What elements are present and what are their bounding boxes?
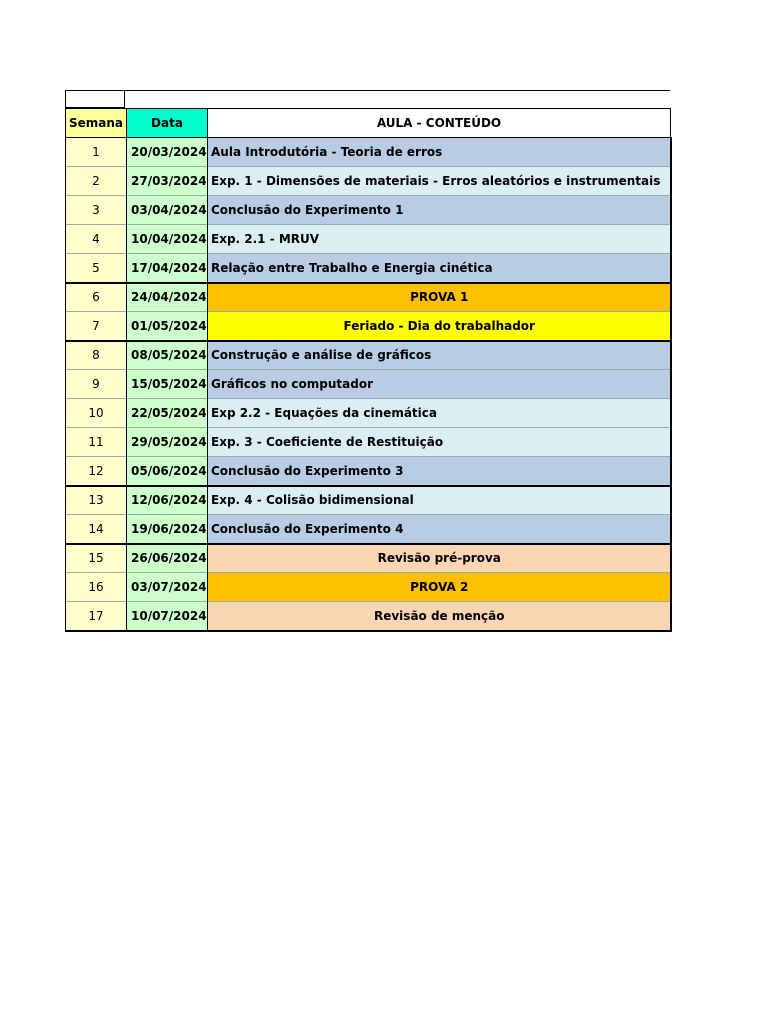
table-row xyxy=(66,457,671,486)
topic-cell: Revisão pré-prova xyxy=(208,544,671,573)
table-row xyxy=(66,138,671,167)
table-row xyxy=(66,254,671,283)
topic-cell: Exp 2.2 - Equações da cinemática xyxy=(208,399,671,428)
table-row xyxy=(66,486,671,515)
date-cell: 15/05/2024 xyxy=(127,370,208,399)
date-cell: 03/04/2024 xyxy=(127,196,208,225)
week-cell: 3 xyxy=(66,196,127,225)
table-row xyxy=(66,196,671,225)
week-cell: 4 xyxy=(66,225,127,254)
date-cell: 20/03/2024 xyxy=(127,138,208,167)
date-cell: 19/06/2024 xyxy=(127,515,208,544)
topic-cell: Gráficos no computador xyxy=(208,370,671,399)
date-cell: 01/05/2024 xyxy=(127,312,208,341)
week-cell: 15 xyxy=(66,544,127,573)
table-row xyxy=(66,399,671,428)
week-cell: 5 xyxy=(66,254,127,283)
week-cell: 14 xyxy=(66,515,127,544)
week-cell: 9 xyxy=(66,370,127,399)
week-cell: 1 xyxy=(66,138,127,167)
date-cell: 10/04/2024 xyxy=(127,225,208,254)
week-cell: 6 xyxy=(66,283,127,312)
table-row xyxy=(66,225,671,254)
week-cell: 11 xyxy=(66,428,127,457)
topic-cell: Exp. 1 - Dimensões de materiais - Erros aleatórios e instrumentais xyxy=(208,167,671,196)
top-border-line xyxy=(125,90,670,91)
topic-cell: Exp. 2.1 - MRUV xyxy=(208,225,671,254)
table-row xyxy=(66,312,671,341)
week-cell: 16 xyxy=(66,573,127,602)
week-cell: 7 xyxy=(66,312,127,341)
table-row xyxy=(66,602,671,631)
table-row xyxy=(66,515,671,544)
date-cell: 17/04/2024 xyxy=(127,254,208,283)
schedule-sheet xyxy=(65,90,670,632)
topic-cell: Feriado - Dia do trabalhador xyxy=(208,312,671,341)
date-cell: 29/05/2024 xyxy=(127,428,208,457)
header-date: Data xyxy=(127,109,208,138)
topic-cell: PROVA 2 xyxy=(208,573,671,602)
week-cell: 10 xyxy=(66,399,127,428)
table-row xyxy=(66,370,671,399)
sheet-top-strip xyxy=(65,90,670,108)
topic-cell: Revisão de menção xyxy=(208,602,671,631)
schedule-rows xyxy=(66,138,671,631)
table-row xyxy=(66,544,671,573)
week-cell: 17 xyxy=(66,602,127,631)
topic-cell: Aula Introdutória - Teoria de erros xyxy=(208,138,671,167)
date-cell: 08/05/2024 xyxy=(127,341,208,370)
topic-cell: Conclusão do Experimento 1 xyxy=(208,196,671,225)
topic-cell: Exp. 4 - Colisão bidimensional xyxy=(208,486,671,515)
date-cell: 24/04/2024 xyxy=(127,283,208,312)
header-topic: AULA - CONTEÚDO xyxy=(208,109,671,138)
topic-cell: Exp. 3 - Coeficiente de Restituição xyxy=(208,428,671,457)
header-week: Semana xyxy=(66,109,127,138)
date-cell: 26/06/2024 xyxy=(127,544,208,573)
week-cell: 12 xyxy=(66,457,127,486)
date-cell: 05/06/2024 xyxy=(127,457,208,486)
topic-cell: Conclusão do Experimento 4 xyxy=(208,515,671,544)
topic-cell: PROVA 1 xyxy=(208,283,671,312)
week-cell: 13 xyxy=(66,486,127,515)
topic-cell: Conclusão do Experimento 3 xyxy=(208,457,671,486)
date-cell: 27/03/2024 xyxy=(127,167,208,196)
table-row xyxy=(66,341,671,370)
table-row xyxy=(66,167,671,196)
date-cell: 12/06/2024 xyxy=(127,486,208,515)
topic-cell: Construção e análise de gráficos xyxy=(208,341,671,370)
empty-cell xyxy=(65,90,125,108)
table-row xyxy=(66,283,671,312)
date-cell: 22/05/2024 xyxy=(127,399,208,428)
topic-cell: Relação entre Trabalho e Energia cinética xyxy=(208,254,671,283)
week-cell: 8 xyxy=(66,341,127,370)
schedule-table xyxy=(65,108,672,632)
header-row xyxy=(66,109,671,138)
week-cell: 2 xyxy=(66,167,127,196)
table-row xyxy=(66,428,671,457)
date-cell: 10/07/2024 xyxy=(127,602,208,631)
date-cell: 03/07/2024 xyxy=(127,573,208,602)
table-row xyxy=(66,573,671,602)
